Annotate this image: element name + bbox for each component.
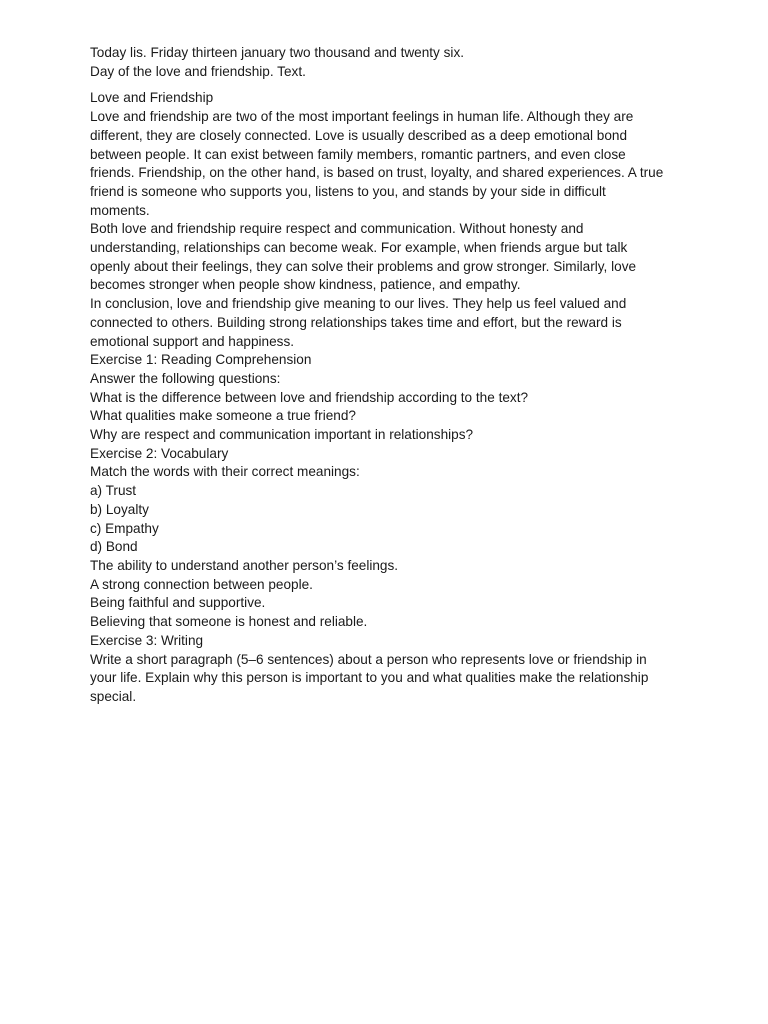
paragraph-line: between people. It can exist between family members, romantic partners, and even close [90,146,626,162]
paragraph-line: friends. Friendship, on the other hand, is based on trust, loyalty, and shared experiences. A true [90,165,664,181]
writing-prompt-line: Write a short paragraph (5–6 sentences) about a person who represents love or friendship in [90,651,647,667]
exercise-2-title: Exercise 2: Vocabulary [90,445,229,461]
exercise-3-title: Exercise 3: Writing [90,632,204,648]
vocabulary-meaning: A strong connection between people. [90,576,313,592]
text-title: Love and Friendship [90,90,214,106]
paragraph-3 [90,295,690,351]
vocabulary-word: a) Trust [90,483,137,499]
document-page [90,44,690,707]
paragraph-line: different, they are closely connected. Love is usually described as a deep emotional bond [90,127,628,143]
vocabulary-meaning: The ability to understand another person’s feelings. [90,557,399,573]
exercise-2-instruction: Match the words with their correct meanings: [90,464,360,480]
exercise-1-title: Exercise 1: Reading Comprehension [90,352,312,368]
paragraph-line: In conclusion, love and friendship give meaning to our lives. They help us feel valued and [90,296,627,312]
exercise-1-instruction: Answer the following questions: [90,370,281,386]
vocabulary-word: d) Bond [90,539,138,555]
exercise-3 [90,632,690,707]
subtitle-line: Day of the love and friendship. Text. [90,63,306,79]
question-item: What is the difference between love and friendship according to the text? [90,389,529,405]
date-line: Today lis. Friday thirteen january two thousand and twenty six. [90,45,465,60]
vocabulary-word: b) Loyalty [90,501,149,517]
spacer [90,81,690,89]
paragraph-1 [90,108,690,220]
question-item: What qualities make someone a true friend? [90,408,356,424]
paragraph-line: moments. [90,202,150,218]
writing-prompt-line: your life. Explain why this person is important to you and what qualities make the relationship [90,670,649,686]
exercise-1 [90,351,690,445]
vocabulary-word: c) Empathy [90,520,159,536]
paragraph-line: friend is someone who supports you, listens to you, and stands by your side in difficult [90,183,606,199]
question-item: Why are respect and communication important in relationships? [90,427,474,443]
paragraph-line: Both love and friendship require respect and communication. Without honesty and [90,221,584,237]
writing-prompt-line: special. [90,688,137,704]
vocabulary-meaning: Believing that someone is honest and reliable. [90,614,368,630]
vocabulary-meaning: Being faithful and supportive. [90,595,266,611]
exercise-2 [90,445,690,632]
paragraph-line: becomes stronger when people show kindness, patience, and empathy. [90,277,521,293]
paragraph-line: emotional support and happiness. [90,333,295,349]
paragraph-line: openly about their feelings, they can solve their problems and grow stronger. Similarly, love [90,258,637,274]
paragraph-line: Love and friendship are two of the most important feelings in human life. Although they are [90,109,634,125]
paragraph-line: understanding, relationships can become weak. For example, when friends argue but talk [90,240,628,256]
paragraph-2 [90,220,690,295]
paragraph-line: connected to others. Building strong relationships takes time and effort, but the reward is [90,314,622,330]
